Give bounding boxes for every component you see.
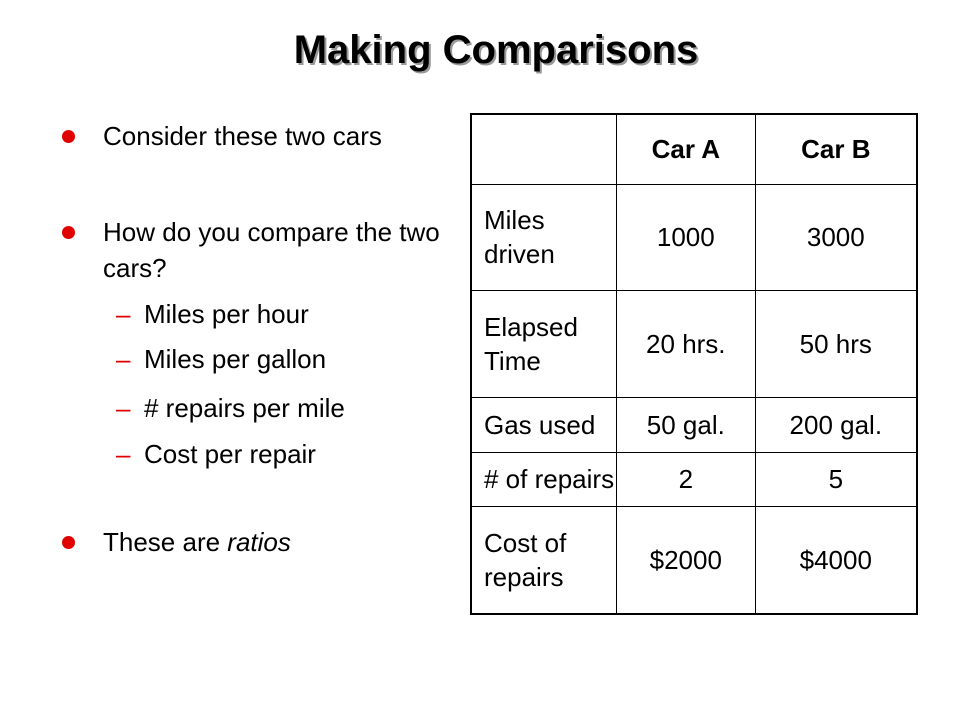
bullet-text: [103, 524, 443, 560]
bullet-dot-icon: [62, 226, 75, 239]
bullet-item: [62, 118, 443, 154]
sub-bullet-item: [116, 341, 326, 377]
bullet-item: [62, 214, 443, 286]
table-row: [471, 452, 917, 506]
car-b-value: 3000: [755, 184, 917, 291]
table-header-cell: [471, 114, 617, 184]
bullet-dot-icon: [62, 130, 75, 143]
car-b-value: 5: [755, 452, 917, 506]
bullet-text-emphasis: ratios: [227, 527, 291, 557]
row-label: Elapsed Time: [471, 291, 617, 398]
car-a-value: 50 gal.: [617, 398, 756, 452]
car-a-value: 2: [617, 452, 756, 506]
sub-bullet-item: [116, 436, 316, 472]
row-label: Cost of repairs: [471, 506, 617, 614]
sub-bullet-text: # repairs per mile: [144, 393, 345, 423]
car-b-value: $4000: [755, 506, 917, 614]
car-a-value: 20 hrs.: [617, 291, 756, 398]
table-row: [471, 506, 917, 614]
table-row: [471, 398, 917, 452]
dash-icon: –: [116, 439, 131, 469]
table-row: [471, 291, 917, 398]
car-a-value: $2000: [617, 506, 756, 614]
bullet-dot-icon: [62, 536, 75, 549]
comparison-table: [470, 113, 918, 615]
dash-icon: –: [116, 344, 131, 374]
car-b-value: 200 gal.: [755, 398, 917, 452]
slide-title: Making Comparisons: [293, 28, 699, 72]
sub-bullet-item: [116, 296, 309, 332]
car-a-value: 1000: [617, 184, 756, 291]
sub-bullet-text: Cost per repair: [144, 439, 316, 469]
table-header-cell: Car B: [755, 114, 917, 184]
sub-bullet-text: Miles per gallon: [144, 344, 327, 374]
bullet-item: [62, 524, 443, 560]
table-header-cell: Car A: [617, 114, 756, 184]
dash-icon: –: [116, 299, 131, 329]
bullet-text: How do you compare the two cars?: [103, 217, 440, 283]
sub-bullet-text: Miles per hour: [144, 299, 309, 329]
row-label: # of repairs: [471, 452, 617, 506]
table-row: [471, 184, 917, 291]
car-b-value: 50 hrs: [755, 291, 917, 398]
row-label: Gas used: [471, 398, 617, 452]
dash-icon: –: [116, 393, 131, 423]
bullet-text: Consider these two cars: [103, 121, 382, 151]
table-header-row: [471, 114, 917, 184]
bullet-text-prefix: These are: [103, 527, 228, 557]
row-label: Miles driven: [471, 184, 617, 291]
sub-bullet-item: [116, 390, 345, 426]
